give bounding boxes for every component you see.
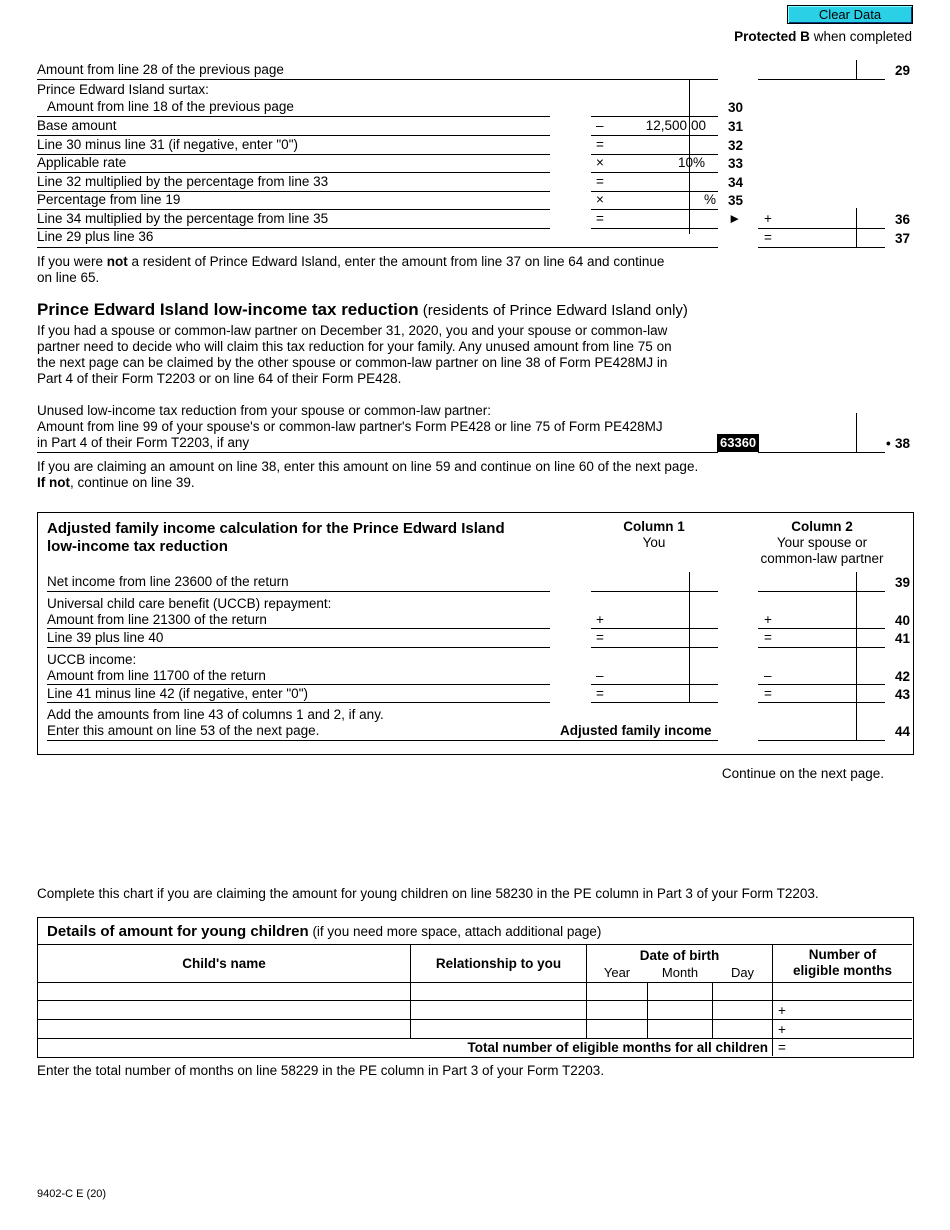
line31-number: 31 [727,119,743,134]
line35-operator: × [596,192,604,207]
child3-relationship-input[interactable] [412,1021,586,1039]
surtax-note-line1 [37,254,664,270]
line29-label: Amount from line 28 of the previous page [37,62,284,77]
lowincome-note1: If you are claiming an amount on line 38, enter this amount on line 59 and continue on line 60 of the next page. [37,459,699,474]
children-title-text: Details of amount for young children [47,923,309,940]
child2-months-input[interactable] [790,1002,912,1020]
line42-col2-input[interactable] [775,665,858,685]
lowincome-para-4: Part 4 of their Form T2203 or on line 64 of their Form PE428. [37,371,402,386]
col-months2: eligible months [792,963,892,978]
line34-number: 34 [727,175,743,190]
col-childs-name: Child's name [182,956,266,971]
line40-label1: Universal child care benefit (UCCB) repayment: [47,596,332,611]
line38-underline [37,452,718,453]
line39-col2-input[interactable] [775,572,858,592]
line35-input[interactable] [605,190,691,210]
line38-input[interactable] [760,433,858,453]
line40-col1-input[interactable] [605,609,691,629]
line36-arrow-icon: ► [728,211,742,226]
line36-plus-operator: + [764,211,772,226]
children-title [47,923,601,941]
line42-col1-operator: – [596,668,604,683]
col-month: Month [661,965,699,980]
adjusted-family-income-label: Adjusted family income [560,723,712,738]
continue-next-page: Continue on the next page. [721,766,884,781]
line31-underline [37,135,550,136]
line33-number: 33 [727,156,743,171]
surtax-note-line2: on line 65. [37,270,100,285]
line41-underline [47,647,550,648]
total-months-label: Total number of eligible months for all children [467,1040,768,1055]
line44-label1: Add the amounts from line 43 of columns 1 and 2, if any. [47,707,384,722]
lowincome-title-text: Prince Edward Island low-income tax reduction [37,300,419,319]
child2-relationship-input[interactable] [412,1002,586,1020]
line40-label2: Amount from line 21300 of the return [47,612,267,627]
line40-col1-operator: + [596,612,604,627]
adjusted-title1: Adjusted family income calculation for the Prince Edward Island [47,520,505,537]
lowincome-title-suffix: (residents of Prince Edward Island only) [418,302,688,319]
note-post: a resident of Prince Edward Island, enter the amount from line 37 on line 64 and continue [127,254,665,269]
child1-year-input[interactable] [588,983,648,1001]
line36-input[interactable] [775,209,858,229]
protected-b-bold: Protected B [734,29,810,44]
children-outro: Enter the total number of months on line 58229 in the PE column in Part 3 of your Form T2203. [37,1063,605,1078]
line43-label: Line 41 minus line 42 (if negative, enter "0") [47,686,308,701]
note2-bold: If not [37,475,70,490]
line43-number: 43 [894,687,910,702]
line34-label: Line 32 multiplied by the percentage from line 33 [37,174,329,189]
protected-b-rest: when completed [809,29,912,44]
line42-label1: UCCB income: [47,652,137,667]
line30-label1: Prince Edward Island surtax: [37,82,209,97]
line34-input[interactable] [605,172,691,192]
child1-months-input[interactable] [790,983,912,1001]
lowincome-para-1: If you had a spouse or common-law partner on December 31, 2020, you and your spouse or common-law [37,323,668,338]
line43-col1-input[interactable] [605,684,691,704]
child3-months-input[interactable] [790,1021,912,1039]
line30-underline [37,116,550,117]
line38-label3: in Part 4 of their Form T2203, if any [37,435,250,450]
child1-month-input[interactable] [649,983,713,1001]
line35-percent-sign: % [704,192,717,207]
line41-col2-operator: = [764,630,772,645]
line40-number: 40 [894,613,910,628]
line30-label2: Amount from line 18 of the previous page [47,99,294,114]
child3-name-input[interactable] [40,1021,410,1039]
child2-month-input[interactable] [649,1002,713,1020]
line30-input[interactable] [605,97,691,117]
line29-underline [37,79,718,80]
line35-label: Percentage from line 19 [37,192,181,207]
protected-b-label [734,29,912,45]
child1-name-input[interactable] [40,983,410,1001]
line31-value: 12,500 [645,118,687,133]
line33-operator: × [596,155,604,170]
line34-operator: = [596,174,604,189]
line43-col1-operator: = [596,686,604,701]
line37-operator: = [764,230,772,245]
note2-rest: , continue on line 39. [70,475,195,490]
col1-title: Column 1 [623,519,685,534]
line40-col2-input[interactable] [775,609,858,629]
children-title-suffix: (if you need more space, attach additional page) [308,924,602,939]
line43-col2-input[interactable] [775,684,858,704]
line32-input[interactable] [605,135,691,155]
line39-number: 39 [894,575,910,590]
lowincome-para-2: partner need to decide who will claim this tax reduction for your family. Any unused amount from line 75 on [37,339,672,354]
line39-label: Net income from line 23600 of the return [47,574,289,589]
children-header-border [38,944,912,945]
col-year: Year [603,965,631,980]
adjusted-title2: low-income tax reduction [47,538,228,555]
line36-label: Line 34 multiplied by the percentage from line 35 [37,211,329,226]
child2-plus-operator: + [778,1003,786,1018]
child3-plus-operator: + [778,1022,786,1037]
col2-cents-divider [856,572,857,740]
total-months-operator: = [778,1040,786,1055]
col-date-of-birth: Date of birth [639,948,720,963]
line38-label2: Amount from line 99 of your spouse's or common-law partner's Form PE428 or line 75 of Form PE428MJ [37,419,663,434]
line36-number: 36 [894,212,910,227]
clear-data-button[interactable]: Clear Data [787,5,913,24]
child2-day-input[interactable] [714,1002,773,1020]
lowincome-note2 [37,475,195,491]
child3-month-input[interactable] [649,1021,713,1039]
lowincome-title [37,301,688,320]
line40-underline [47,628,550,629]
child1-day-input[interactable] [714,983,773,1001]
line44-label2: Enter this amount on line 53 of the next page. [47,723,320,738]
line32-number: 32 [727,138,743,153]
col1-sub: You [642,535,666,550]
col-day: Day [730,965,755,980]
line41-col1-input[interactable] [605,628,691,648]
line42-label2: Amount from line 11700 of the return [47,668,266,683]
col2-sub1: Your spouse or [776,535,868,550]
line41-number: 41 [894,631,910,646]
total-months-input[interactable] [790,1039,912,1057]
line43-underline [47,702,550,703]
note-pre: If you were [37,254,107,269]
col2-sub2: common-law partner [760,551,884,566]
line31-operator: – [596,118,604,133]
line42-col1-input[interactable] [605,665,691,685]
line37-input[interactable] [775,228,858,248]
children-intro: Complete this chart if you are claiming the amount for young children on line 58230 in the PE column in Part 3 of your Form T2203. [37,886,819,901]
line33-underline [37,172,550,173]
line31-label: Base amount [37,118,117,133]
line38-number: 38 [894,436,910,451]
line44-number: 44 [894,724,910,739]
line38-code-box: 63360 [717,434,759,452]
line33-label: Applicable rate [37,155,127,170]
col2-title: Column 2 [791,519,853,534]
line33-value: 10% [677,155,705,170]
line38-bullet-icon: • [886,436,891,451]
line42-col2-operator: – [764,668,772,683]
col-months1: Number of [808,947,877,962]
line42-underline [47,684,550,685]
line44-input[interactable] [775,721,858,741]
note-bold: not [106,254,128,269]
line32-label: Line 30 minus line 31 (if negative, enter "0") [37,137,298,152]
line42-number: 42 [894,669,910,684]
line30-number: 30 [727,100,743,115]
line43-col2-operator: = [764,686,772,701]
line36-operator: = [596,211,604,226]
child3-year-input[interactable] [588,1021,648,1039]
line37-underline [37,247,718,248]
line36-col-input[interactable] [605,209,691,229]
child2-name-input[interactable] [40,1002,410,1020]
line40-col2-operator: + [764,612,772,627]
line29-number: 29 [894,63,910,78]
line41-col1-operator: = [596,630,604,645]
line41-label: Line 39 plus line 40 [47,630,164,645]
line39-col1-input[interactable] [605,572,691,592]
child2-year-input[interactable] [588,1002,648,1020]
line31-cents: 00 [691,118,707,133]
line35-number: 35 [727,193,743,208]
line29-input[interactable] [760,60,858,80]
child3-day-input[interactable] [714,1021,773,1039]
line32-operator: = [596,137,604,152]
lowincome-para-3: the next page can be claimed by the other spouse or common-law partner on line 38 of Form PE428MJ in [37,355,668,370]
form-id: 9402-C E (20) [37,1188,107,1200]
col-relationship: Relationship to you [435,956,562,971]
line39-underline [47,591,550,592]
line37-label: Line 29 plus line 36 [37,229,154,244]
line35-underline [37,209,550,210]
line44-underline [47,740,718,741]
line37-number: 37 [894,231,910,246]
child1-relationship-input[interactable] [412,983,586,1001]
line38-label1: Unused low-income tax reduction from your spouse or common-law partner: [37,403,491,418]
line41-col2-input[interactable] [775,628,858,648]
